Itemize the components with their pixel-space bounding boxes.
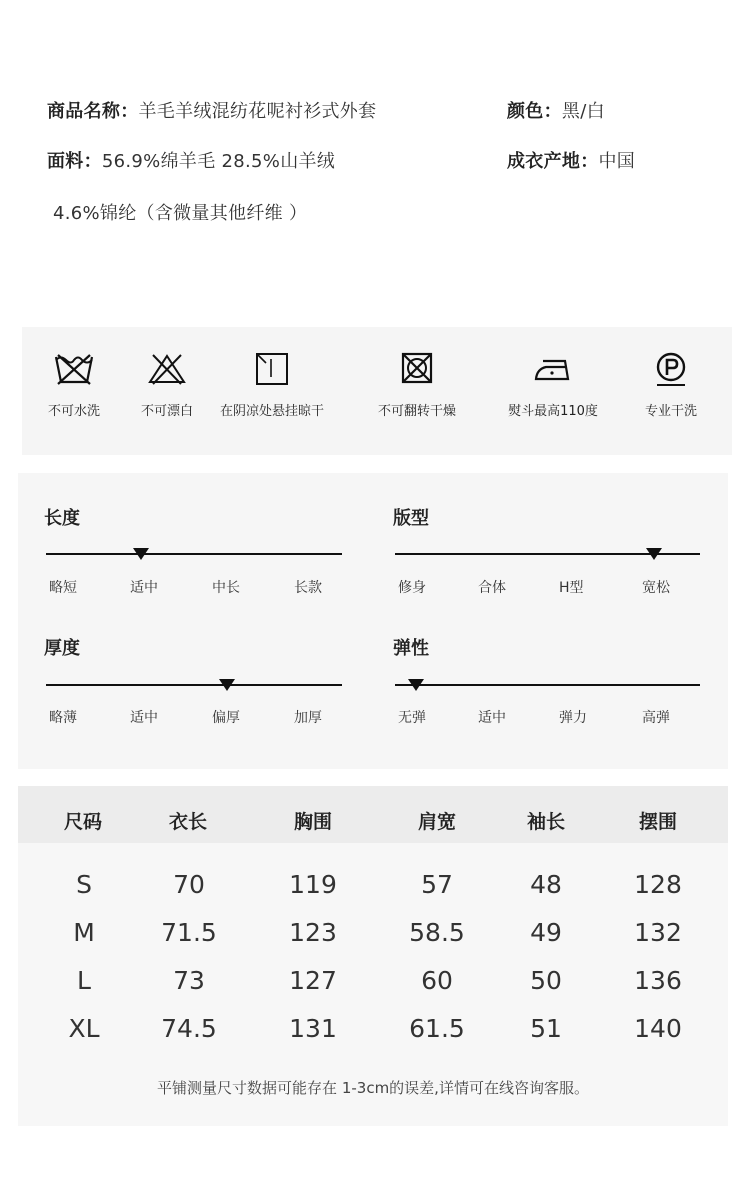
size-table-header-cell: 袖长 <box>526 811 565 833</box>
size-table-header-cell: 肩宽 <box>417 811 456 833</box>
attribute-option: H型 <box>559 580 584 596</box>
product-name-line <box>47 97 376 123</box>
table-cell: 136 <box>634 966 682 995</box>
table-cell: 131 <box>289 1014 337 1043</box>
attribute-option: 加厚 <box>294 710 322 726</box>
attribute-option: 略短 <box>49 580 77 596</box>
product-color-label: 颜色： <box>507 101 562 122</box>
attribute-option: 高弹 <box>642 710 670 726</box>
table-cell: 132 <box>634 918 682 947</box>
size-table-header-cell: 胸围 <box>293 811 332 833</box>
shade-line-dry-icon <box>250 351 294 387</box>
product-name-label: 商品名称： <box>47 101 139 122</box>
attribute-title-thickness: 厚度 <box>44 638 80 659</box>
attribute-option: 修身 <box>398 580 426 596</box>
attribute-option: 合体 <box>478 580 506 596</box>
attribute-option: 中长 <box>212 580 240 596</box>
no-bleach-icon <box>145 351 189 387</box>
product-color-line <box>507 97 605 123</box>
measurement-note: 平铺测量尺寸数据可能存在 1-3cm的误差,详情可在线咨询客服。 <box>157 1079 589 1097</box>
attribute-marker-fit <box>646 548 662 560</box>
table-cell: 60 <box>421 966 453 995</box>
attribute-scale-elasticity <box>395 684 700 686</box>
table-cell: 51 <box>530 1014 562 1043</box>
attribute-option: 无弹 <box>398 710 426 726</box>
product-fabric-label: 面料： <box>47 151 102 172</box>
table-cell: 127 <box>289 966 337 995</box>
table-cell: 123 <box>289 918 337 947</box>
table-cell: XL <box>68 1014 100 1043</box>
table-cell: 128 <box>634 870 682 899</box>
product-origin-line <box>507 147 635 173</box>
attribute-option: 长款 <box>294 580 322 596</box>
table-cell: 119 <box>289 870 337 899</box>
professional-dry-clean-icon <box>649 351 693 387</box>
table-cell: 49 <box>530 918 562 947</box>
table-cell: 57 <box>421 870 453 899</box>
attribute-option: 偏厚 <box>212 710 240 726</box>
table-cell: 48 <box>530 870 562 899</box>
table-cell: 74.5 <box>161 1014 217 1043</box>
table-cell: 50 <box>530 966 562 995</box>
table-cell: M <box>73 918 95 947</box>
attribute-marker-thickness <box>219 679 235 691</box>
table-cell: L <box>77 966 91 995</box>
size-table-header-cell: 衣长 <box>168 811 207 833</box>
attribute-marker-length <box>133 548 149 560</box>
table-cell: 73 <box>173 966 205 995</box>
attribute-title-elasticity: 弹性 <box>393 638 429 659</box>
attribute-option: 适中 <box>130 580 158 596</box>
attribute-title-fit: 版型 <box>393 508 429 529</box>
care-label: 专业干洗 <box>644 404 697 419</box>
attribute-option: 略薄 <box>49 710 77 726</box>
product-fabric-value-2: 4.6%锦纶（含微量其他纤维 ） <box>53 203 308 224</box>
attribute-option: 弹力 <box>559 710 587 726</box>
attribute-option: 宽松 <box>642 580 670 596</box>
product-origin-value: 中国 <box>598 151 636 172</box>
attribute-marker-elasticity <box>408 679 424 691</box>
product-fabric-line <box>47 147 335 173</box>
product-fabric-line-2 <box>53 199 307 225</box>
care-instructions-panel <box>22 327 732 455</box>
product-name-value: 羊毛羊绒混纺花呢衬衫式外套 <box>138 101 377 122</box>
table-cell: S <box>76 870 92 899</box>
table-cell: 61.5 <box>409 1014 465 1043</box>
size-table-header <box>18 786 728 843</box>
care-label: 熨斗最高110度 <box>508 404 598 419</box>
product-origin-label: 成衣产地： <box>507 151 599 172</box>
table-cell: 71.5 <box>161 918 217 947</box>
care-label: 不可翻转干燥 <box>377 404 456 419</box>
iron-icon <box>531 351 575 387</box>
care-label: 在阴凉处悬挂晾干 <box>219 404 324 419</box>
product-color-value: 黑/白 <box>561 101 605 122</box>
no-tumble-dry-icon <box>395 351 439 387</box>
table-cell: 70 <box>173 870 205 899</box>
no-wash-icon <box>52 351 96 387</box>
product-fabric-value: 56.9%绵羊毛 28.5%山羊绒 <box>101 151 336 172</box>
attribute-scale-thickness <box>46 684 342 686</box>
size-table-header-cell: 尺码 <box>63 811 102 833</box>
table-cell: 140 <box>634 1014 682 1043</box>
table-cell: 58.5 <box>409 918 465 947</box>
care-label: 不可漂白 <box>140 404 193 419</box>
size-table <box>18 786 728 1126</box>
care-label: 不可水洗 <box>47 404 100 419</box>
size-table-header-cell: 摆围 <box>638 811 677 833</box>
attribute-option: 适中 <box>478 710 506 726</box>
attribute-title-length: 长度 <box>44 508 80 529</box>
attribute-scale-length <box>46 553 342 555</box>
attributes-panel <box>18 473 728 769</box>
attribute-option: 适中 <box>130 710 158 726</box>
